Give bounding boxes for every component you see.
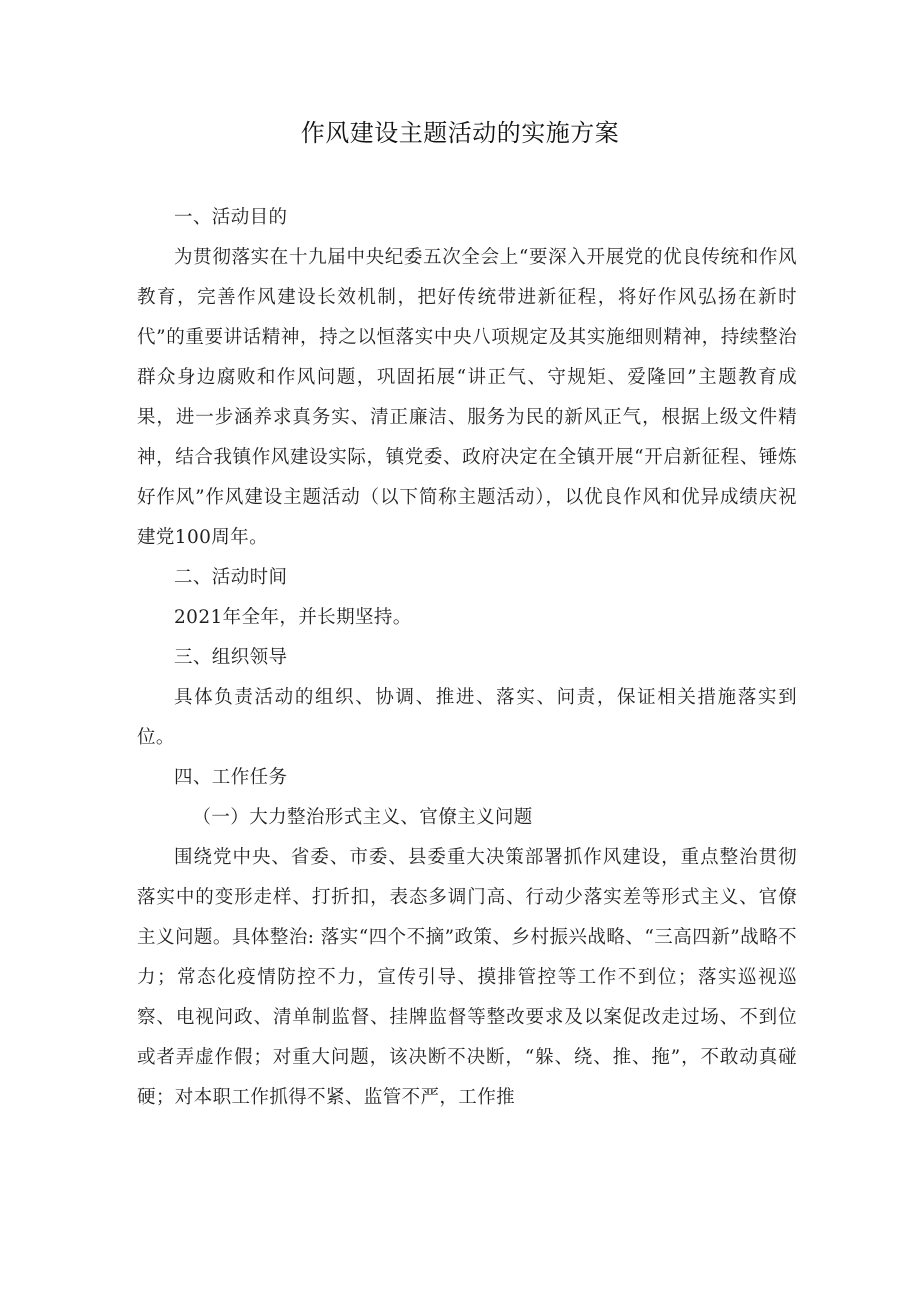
subsection-heading-formalism: （一）大力整治形式主义、官僚主义问题	[192, 807, 533, 828]
section-heading-tasks: 四、工作任务	[174, 767, 288, 788]
document-title: 作风建设主题活动的实施方案	[300, 119, 620, 147]
section-heading-leadership: 三、组织领导	[174, 647, 288, 668]
section-heading-purpose: 一、活动目的	[174, 207, 288, 228]
body-paragraph-purpose: 为贯彻落实在十九届中央纪委五次全会上“要深入开展党的优良传统和作风教育，完善作风建设长效机制，把好传统带进新征程，将好作风弘扬在新时代”的重要讲话精神，持之以恒落实中央八项规定及其实施细则精神，持续整治群众身边腐败和作风问题，巩固拓展“讲正气、守规矩、爱隆回”主题教育成果，进一步涵养求真务实、清正廉洁、服务为民的新风正气，根据上级文件精神，结合我镇作风建设实际，镇党委、政府决定在全镇开展“开启新征程、锤炼好作风”作风建设主题活动（以下简称主题活动），以优良作风和优异成绩庆祝建党100周年。	[137, 247, 797, 548]
body-paragraph-leadership: 具体负责活动的组织、协调、推进、落实、问责，保证相关措施落实到位。	[137, 687, 797, 748]
body-paragraph-time: 2021年全年，并长期坚持。	[174, 607, 412, 628]
document-body	[137, 198, 797, 1118]
body-paragraph-formalism: 围绕党中央、省委、市委、县委重大决策部署抓作风建设，重点整治贯彻落实中的变形走样、打折扣，表态多调门高、行动少落实差等形式主义、官僚主义问题。具体整治: 落实“四个不摘”政策、乡村振兴战略、“三高四新”战略不力；常态化疫情防控不力，宣传引导、摸排管控等工作不到位；落实巡视巡察、电视问政、清单制监督、挂牌监督等整改要求及以案促改走过场、不到位或者弄虚作假；对重大问题，该决断不决断，“躲、绕、推、拖”，不敢动真碰硬；对本职工作抓得不紧、监管不严，工作推	[137, 847, 797, 1108]
section-heading-time: 二、活动时间	[174, 567, 288, 588]
